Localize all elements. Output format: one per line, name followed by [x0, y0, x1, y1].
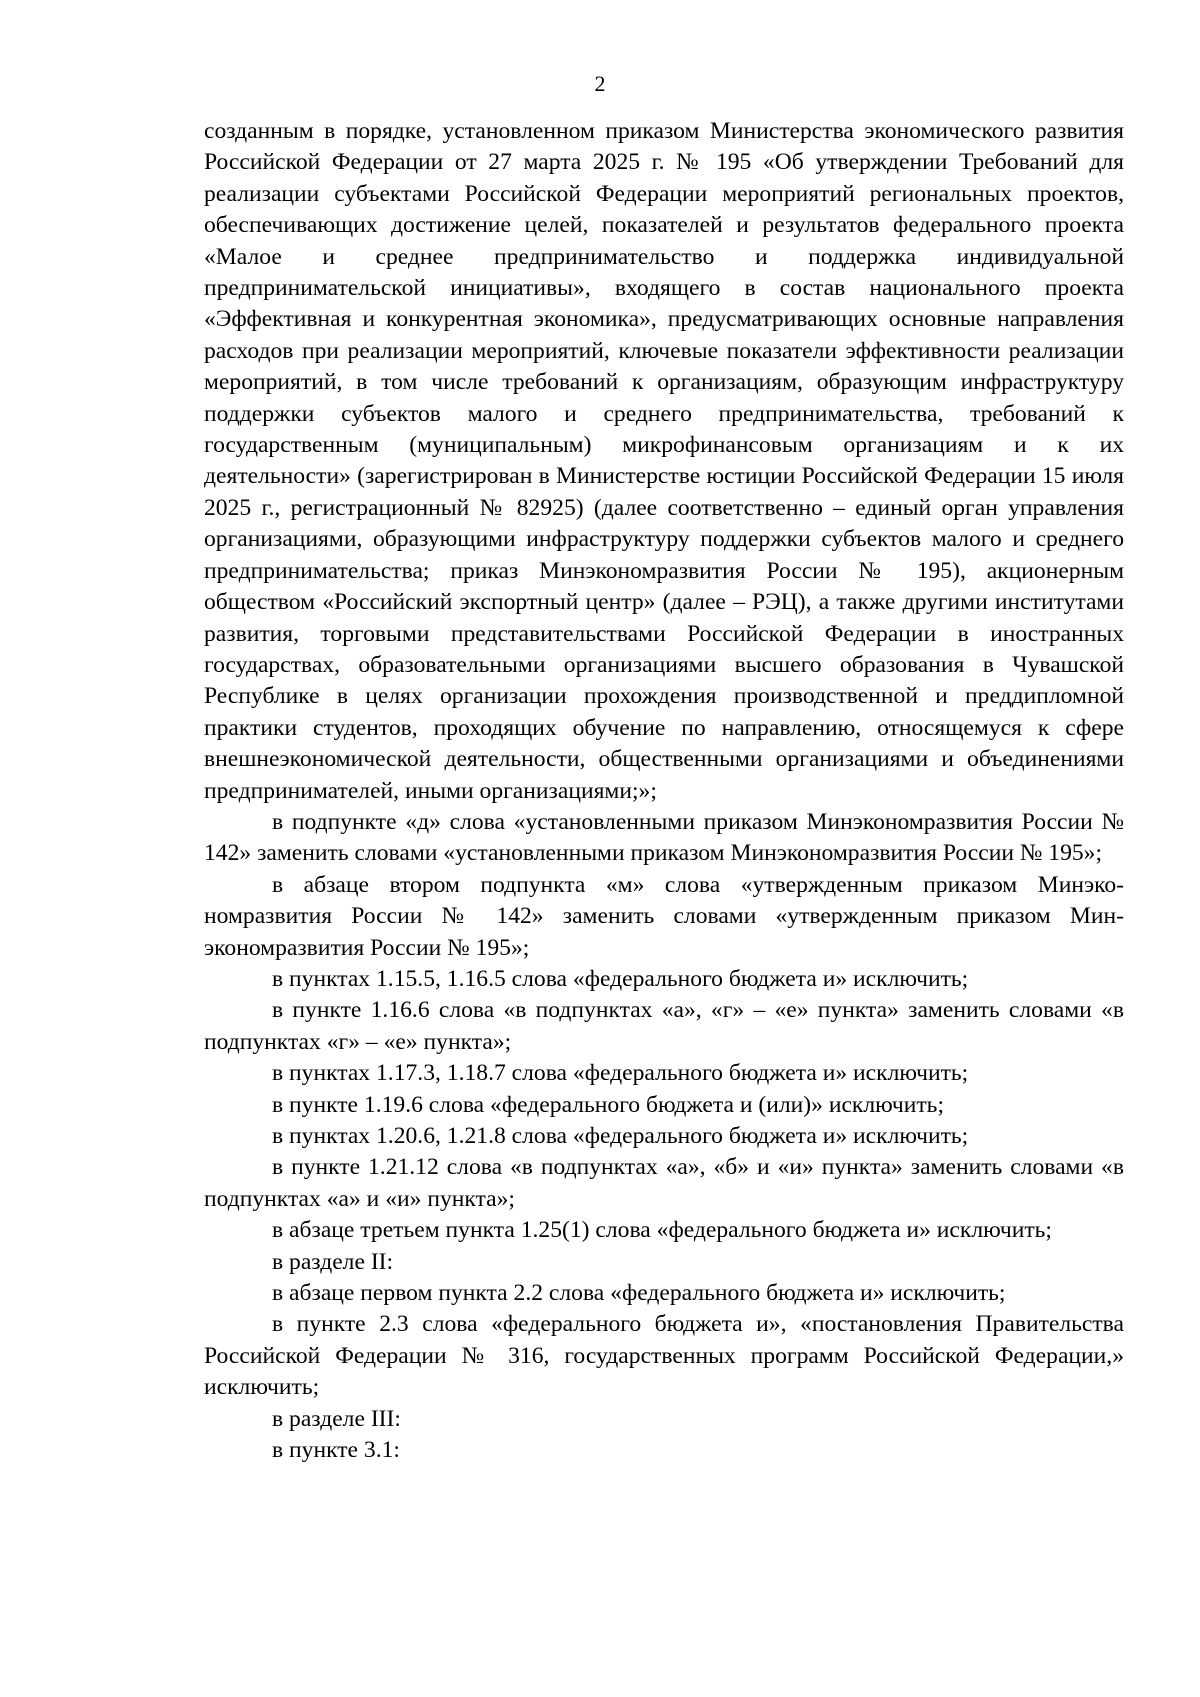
paragraph: в абзаце первом пункта 2.2 слова «федерального бюджета и» исключить; [272, 1280, 1006, 1307]
paragraph: в пункте 1.21.12 слова «в подпунктах «а», «б» и «и» пункта» заменить словами «в подпунктах «а» и «и» пункта»; [204, 1154, 1124, 1212]
paragraph: в абзаце третьем пункта 1.25(1) слова «федерального бюджета и» исключить; [272, 1217, 1052, 1244]
paragraph: в абзаце втором подпункта «м» слова «утвержденным приказом Минэкономразвития России № 142» заменить словами «утвержденным приказом Минэкономразвития России № 195»; [204, 871, 1124, 961]
paragraph: в подпункте «д» слова «установленными приказом Минэкономразвития России № 142» заменить словами «установленными приказом Минэкономразвития России № 195»; [204, 808, 1124, 867]
paragraph: созданным в порядке, установленном приказом Министерства экономического развития Российской Федерации от 27 марта 2025 г. № 195 «Об утверждении Требований для реализации субъектами Российской Федерации мероприятий региональных проектов, обеспечивающих достижение целей, показателей и результатов федерального проекта «Малое и среднее предпринимательство и поддержка индивидуальной предпринимательской инициативы», входящего в состав национального проекта «Эффективная и конкурентная экономика», предусматривающих основные направления расходов при реализации мероприятий, ключевые показатели эффективности реализации мероприятий, в том числе требований к организациям, образующим инфраструктуру поддержки субъектов малого и среднего предпринимательства, требований к государственным (муниципальным) микрофинансовым организациям и к их деятельности» (зарегистрирован в Министерстве юстиции Российской Федерации 15 июля 2025 г., регистрационный № 82925) (далее соответственно – единый орган управления организациями, образующими инфраструктуру поддержки субъектов малого и среднего предпринимательства; приказ Минэкономразвития России № 195), акционерным обществом «Российский экспортный центр» (далее – РЭЦ), а также другими институтами развития, торговыми представительствами Российской Федерации в иностранных государствах, образовательными организациями высшего образования в Чувашской Республике в целях организации прохождения производственной и преддипломной практики студентов, проходящих обучение по направлению, относящемуся к сфере внешнеэкономической деятельности, общественными организациями и объединениями предпринимателей, иными организациями;»; [204, 118, 1124, 804]
paragraph: в пункте 1.19.6 слова «федерального бюджета и (или)» исключить; [272, 1091, 944, 1118]
paragraph: в пункте 1.16.6 слова «в подпунктах «а», «г» – «е» пункта» заменить словами «в подпунктах «г» – «е» пункта»; [204, 997, 1124, 1055]
paragraph: в пунктах 1.17.3, 1.18.7 слова «федерального бюджета и» исключить; [272, 1060, 969, 1087]
paragraph: в пункте 2.3 слова «федерального бюджета и», «постановления Правительства Российской Федерации № 316, государственных программ Российской Федерации,» исключить; [204, 1311, 1124, 1401]
paragraph: в пунктах 1.20.6, 1.21.8 слова «федерального бюджета и» исключить; [272, 1123, 969, 1149]
paragraph: в разделе III: [272, 1405, 401, 1432]
paragraph: в пункте 3.1: [272, 1437, 400, 1464]
document-body [204, 116, 1124, 1466]
paragraph: в пунктах 1.15.5, 1.16.5 слова «федерального бюджета и» исключить; [272, 965, 969, 992]
paragraph: в разделе II: [272, 1248, 394, 1275]
page-number: 2 [594, 71, 606, 96]
